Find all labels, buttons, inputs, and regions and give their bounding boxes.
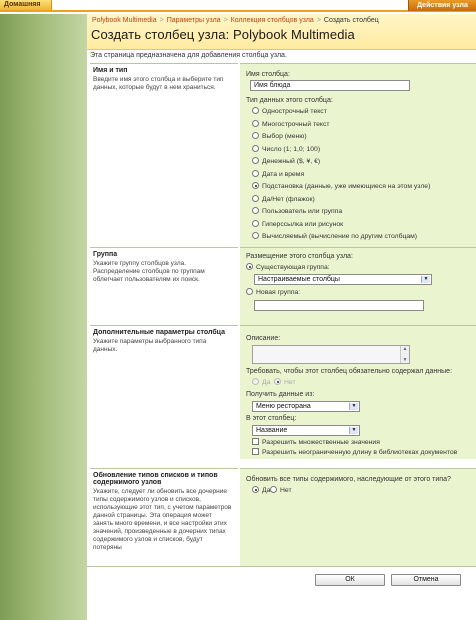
source-list-value: Меню ресторана — [256, 403, 311, 410]
existing-group-select[interactable] — [254, 274, 432, 285]
page-title: Создать столбец узла: Polybook Multimedia — [91, 27, 355, 42]
new-group-input[interactable] — [254, 300, 424, 311]
data-type-label: Подстановка (данные, уже имеющиеся на этом узле) — [262, 183, 431, 190]
data-type-label: Число (1; 1,0; 100) — [262, 145, 321, 153]
breadcrumb-separator: > — [159, 17, 164, 24]
existing-group-option[interactable] — [246, 263, 330, 273]
require-no-radio — [274, 378, 281, 385]
data-type-option[interactable] — [252, 157, 320, 167]
data-type-label: Многострочный текст — [262, 120, 330, 128]
section-title: Группа — [93, 251, 118, 258]
home-tab[interactable]: Домашняя — [0, 0, 52, 10]
section-update-types — [87, 468, 476, 566]
require-no-label: Нет — [284, 379, 296, 386]
data-type-option[interactable] — [252, 170, 304, 180]
section-group — [87, 247, 476, 325]
chevron-down-icon[interactable]: ▼ — [421, 276, 430, 283]
breadcrumb-separator: > — [223, 17, 228, 24]
data-type-option[interactable] — [252, 195, 315, 205]
breadcrumb-separator: > — [316, 17, 321, 24]
data-type-option[interactable] — [252, 145, 320, 155]
section-field-column — [240, 325, 476, 459]
unlimited-length-option[interactable] — [252, 448, 457, 458]
ok-button[interactable]: ОК — [315, 574, 385, 586]
data-type-label: Пользователь или группа — [262, 208, 343, 215]
section-title: Обновление типов списков и типов содержимого узлов — [93, 472, 218, 486]
new-group-label: Новая группа: — [256, 289, 301, 296]
source-label: Получить данные из: — [246, 391, 315, 398]
description-textarea[interactable] — [252, 345, 410, 364]
allow-multiple-option[interactable] — [252, 438, 380, 448]
data-type-label: Гиперссылка или рисунок — [262, 220, 344, 228]
data-type-radio[interactable] — [252, 107, 259, 114]
data-type-radio[interactable] — [252, 157, 259, 164]
data-type-option[interactable] — [252, 132, 307, 142]
data-type-label: Денежный ($, ¥, €) — [262, 158, 321, 165]
existing-group-value: Настраиваемые столбцы — [258, 276, 340, 283]
existing-group-radio[interactable] — [246, 263, 253, 270]
column-name-input[interactable]: Имя блюда — [250, 80, 410, 91]
update-no-label: Нет — [280, 487, 292, 494]
data-type-radio[interactable] — [252, 120, 259, 127]
breadcrumb-current: Создать столбец — [323, 17, 379, 24]
data-type-radio[interactable] — [252, 170, 259, 177]
site-actions-menu[interactable]: Действия узла — [408, 0, 476, 11]
update-yes-label: Да — [262, 487, 271, 494]
form-buttons-bar — [87, 566, 476, 594]
update-question-label: Обновить все типы содержимого, наследующие от этого типа? — [246, 476, 451, 483]
page-intro: Эта страница предназначена для добавления столбца узла. — [90, 52, 287, 59]
unlimited-length-checkbox[interactable] — [252, 448, 259, 455]
target-column-value: Название — [256, 427, 288, 434]
data-type-label: Вычисляемый (вычисление по другим столбцам) — [262, 233, 418, 240]
create-column-form — [87, 63, 476, 563]
data-type-radio[interactable] — [252, 220, 259, 227]
require-yes-radio — [252, 378, 259, 385]
data-type-radio[interactable] — [252, 232, 259, 239]
left-navigation-panel — [0, 14, 87, 620]
scroll-down-icon[interactable]: ▼ — [402, 357, 408, 363]
column-name-label: Имя столбца: — [246, 71, 290, 78]
update-yes-option[interactable] — [252, 486, 270, 496]
section-description: Укажите группу столбцов узла. Распределение столбцов по группам облегчает пользователям их поиск. — [93, 260, 205, 283]
target-column-select[interactable] — [252, 425, 360, 436]
breadcrumb-site-settings[interactable]: Параметры узла — [166, 17, 221, 24]
allow-multiple-checkbox[interactable] — [252, 438, 259, 445]
data-type-option[interactable] — [252, 220, 343, 230]
data-type-option[interactable] — [252, 120, 329, 130]
new-group-option[interactable] — [246, 288, 300, 298]
data-type-label: Выбор (меню) — [262, 133, 307, 140]
source-list-select[interactable] — [252, 401, 360, 412]
section-title: Имя и тип — [93, 67, 128, 74]
section-label-column — [90, 63, 238, 247]
section-field-column — [240, 63, 476, 247]
section-label-column — [90, 468, 238, 566]
data-type-option[interactable] — [252, 207, 342, 217]
chevron-down-icon[interactable]: ▼ — [349, 403, 358, 410]
page-header — [87, 14, 476, 50]
scroll-up-icon[interactable]: ▲ — [402, 346, 408, 352]
unlimited-length-label: Разрешить неограниченную длину в библиотеках документов — [262, 449, 458, 456]
data-type-label: Дата и время — [262, 170, 305, 178]
data-type-radio[interactable] — [252, 145, 259, 152]
group-placement-label: Размещение этого столбца узла: — [246, 253, 353, 260]
require-data-label: Требовать, чтобы этот столбец обязательно содержал данные: — [246, 368, 453, 375]
data-type-radio[interactable] — [252, 207, 259, 214]
section-title: Дополнительные параметры столбца — [93, 329, 225, 336]
section-description: Укажите параметры выбранного типа данных. — [93, 338, 207, 353]
target-column-label: В этот столбец: — [246, 415, 297, 422]
require-yes-option — [252, 378, 270, 388]
section-field-column — [240, 247, 476, 325]
require-no-option — [274, 378, 296, 388]
breadcrumb — [92, 17, 379, 24]
allow-multiple-label: Разрешить множественные значения — [262, 439, 380, 446]
top-navigation-bar — [0, 0, 476, 12]
data-type-option[interactable] — [252, 107, 327, 117]
data-type-radio[interactable] — [252, 195, 259, 202]
update-no-radio[interactable] — [270, 486, 277, 493]
section-label-column — [90, 325, 238, 459]
data-type-option[interactable] — [252, 182, 430, 192]
require-yes-label: Да — [262, 379, 271, 386]
data-type-label: Однострочный текст — [262, 108, 327, 115]
new-group-radio[interactable] — [246, 288, 253, 295]
section-description: Введите имя этого столбца и выберите тип данных, которые будут в нем храниться. — [93, 76, 224, 91]
textarea-scrollbar[interactable] — [400, 346, 409, 363]
section-additional-settings — [87, 325, 476, 459]
data-type-radio[interactable] — [252, 132, 259, 139]
cancel-button[interactable]: Отмена — [391, 574, 461, 586]
chevron-down-icon[interactable]: ▼ — [349, 427, 358, 434]
section-label-column — [90, 247, 238, 325]
existing-group-label: Существующая группа: — [256, 264, 330, 271]
section-field-column — [240, 468, 476, 566]
update-no-option[interactable] — [270, 486, 292, 496]
update-yes-radio[interactable] — [252, 486, 259, 493]
description-label: Описание: — [246, 335, 281, 342]
data-type-option[interactable] — [252, 232, 417, 242]
data-type-label: Тип данных этого столбца: — [246, 97, 333, 104]
section-name-type — [87, 63, 476, 247]
breadcrumb-site-columns[interactable]: Коллекция столбцов узла — [230, 17, 314, 24]
section-description: Укажите, следует ли обновить все дочерние типы содержимого узлов и списков, использующие этот тип, с учетом параметров данной страницы. Эта операция может занять много времени, и все настройки этих значений, произведенные в дочерних типах содержимого узлов и списков, будут потеряны — [93, 488, 232, 551]
data-type-label: Да/Нет (флажок) — [262, 195, 315, 203]
breadcrumb-site[interactable]: Polybook Multimedia — [92, 17, 157, 24]
data-type-radio[interactable] — [252, 182, 259, 189]
